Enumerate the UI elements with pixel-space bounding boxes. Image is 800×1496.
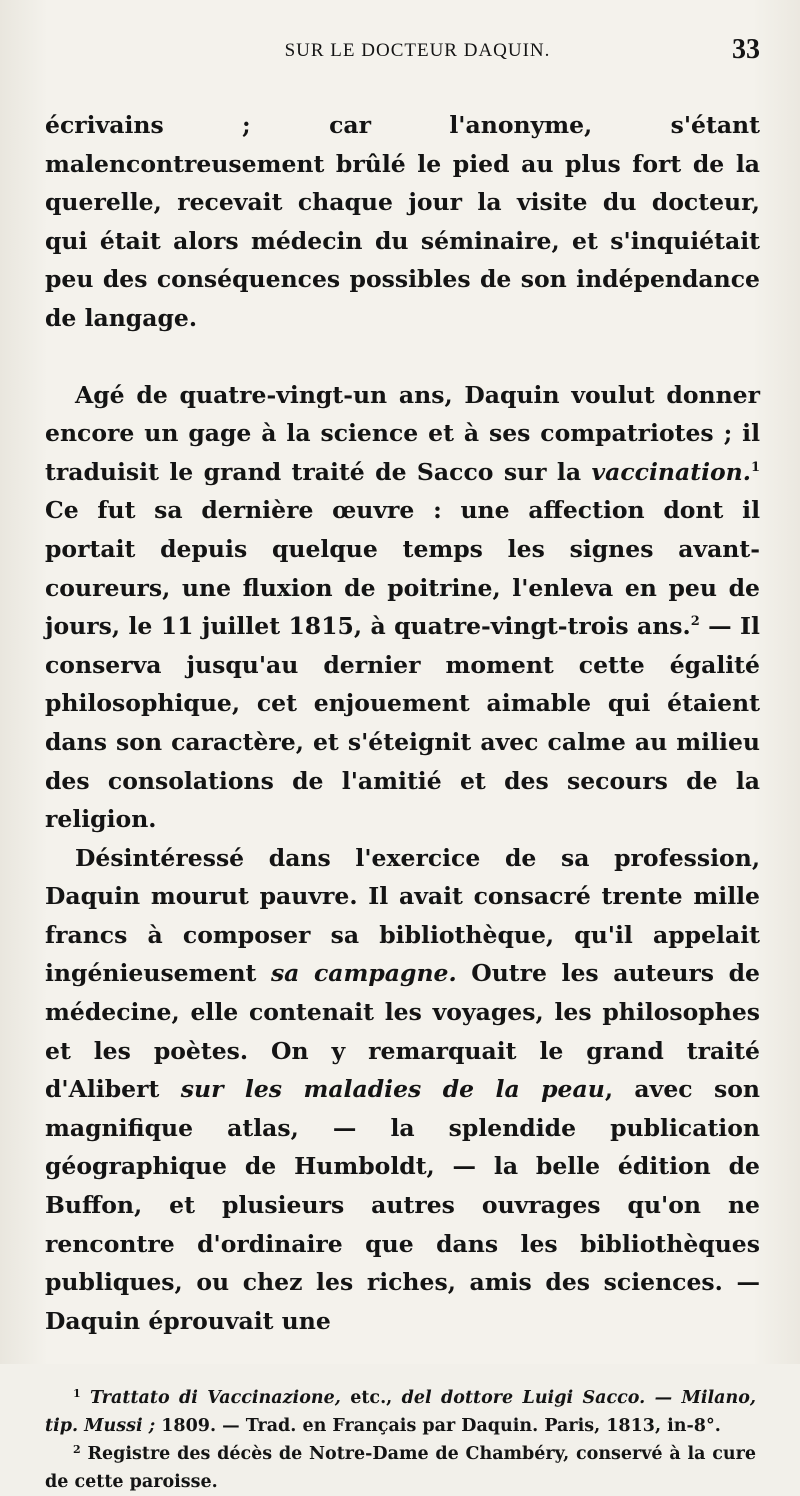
paragraph-2-italic: vaccination. xyxy=(591,457,751,486)
running-title: SUR LE DOCTEUR DAQUIN. xyxy=(284,40,551,61)
paragraph-2-text-c: — Il conserva jusqu'au dernier moment cette égalité philosophique, cet enjouement aimable qui étaient dans son caractère, et s'éteignit avec calme au milieu des consolations de l'amitié et des secours de la religion. xyxy=(45,612,760,834)
footnote-1-italic-2: del dottore Luigi Sacco. — Milano, tip. Mussi ; xyxy=(45,1388,756,1437)
body-text xyxy=(45,106,760,1340)
footnote-1-italic-1: Trattato di Vaccinazione, xyxy=(90,1388,341,1409)
paragraph-3 xyxy=(45,839,760,1341)
running-head xyxy=(45,30,760,70)
paragraph-2 xyxy=(45,376,760,839)
footnotes xyxy=(45,1384,760,1496)
paragraph-3-text-a: Désintéressé dans l'exercice de sa profession, Daquin mourut pauvre. Il avait consacré trente mille francs à composer sa bibliothèque, qu'il appelait ingénieusement xyxy=(45,843,760,988)
paragraph-2-text-a: Agé de quatre-vingt-un ans, Daquin voulut donner encore un gage à la science et à ses compatriotes ; il traduisit le grand traité de Sacco sur la xyxy=(45,380,760,486)
footnote-ref-1: 1 xyxy=(750,459,760,475)
page-number: 33 xyxy=(732,34,760,65)
paragraph-2-text-b: Ce fut sa dernière œuvre : une affection dont il portait depuis quelque temps les signes avant-coureurs, une fluxion de poitrine, l'enleva en peu de jours, le 11 juillet 1815, à quatre-vingt-trois ans. xyxy=(45,496,760,641)
paragraph-3-italic-1: sa campagne. xyxy=(270,959,457,988)
footnote-1-text-b: 1809. — Trad. en Français par Daquin. Paris, 1813, in-8°. xyxy=(155,1416,721,1437)
footnote-2 xyxy=(45,1440,756,1496)
footnote-2-text: Registre des décès de Notre-Dame de Chambéry, conservé à la cure de cette paroisse. xyxy=(45,1444,756,1493)
paragraph-3-text-c: , avec son magnifique atlas, — la splendide publication géographique de Humboldt, — la belle édition de Buffon, et plusieurs autres ouvrages qu'on ne rencontre d'ordinaire que dans les bibliothèques publiques, ou chez les riches, amis des sciences. — Daquin éprouvait une xyxy=(45,1075,761,1335)
footnote-1-mark: 1 xyxy=(73,1387,81,1401)
paragraph-1-text: écrivains ; car l'anonyme, s'étant malencontreusement brûlé le pied au plus fort de la querelle, recevait chaque jour la visite du docteur, qui était alors médecin du séminaire, et s'inquiétait peu des conséquences possibles de son indépendance de langage. xyxy=(45,111,760,332)
paragraph-3-text-b: Outre les auteurs de médecine, elle contenait les voyages, les philosophes et les poètes. On y remarquait le grand traité d'Alibert xyxy=(45,959,760,1104)
paragraph-1 xyxy=(45,106,760,338)
footnote-1-text-a: etc., xyxy=(340,1388,402,1409)
footnote-ref-2: 2 xyxy=(690,614,700,630)
paragraph-3-italic-2: sur les maladies de la peau xyxy=(180,1075,605,1104)
footnote-2-mark: 2 xyxy=(73,1443,81,1457)
footnote-1 xyxy=(45,1384,756,1440)
